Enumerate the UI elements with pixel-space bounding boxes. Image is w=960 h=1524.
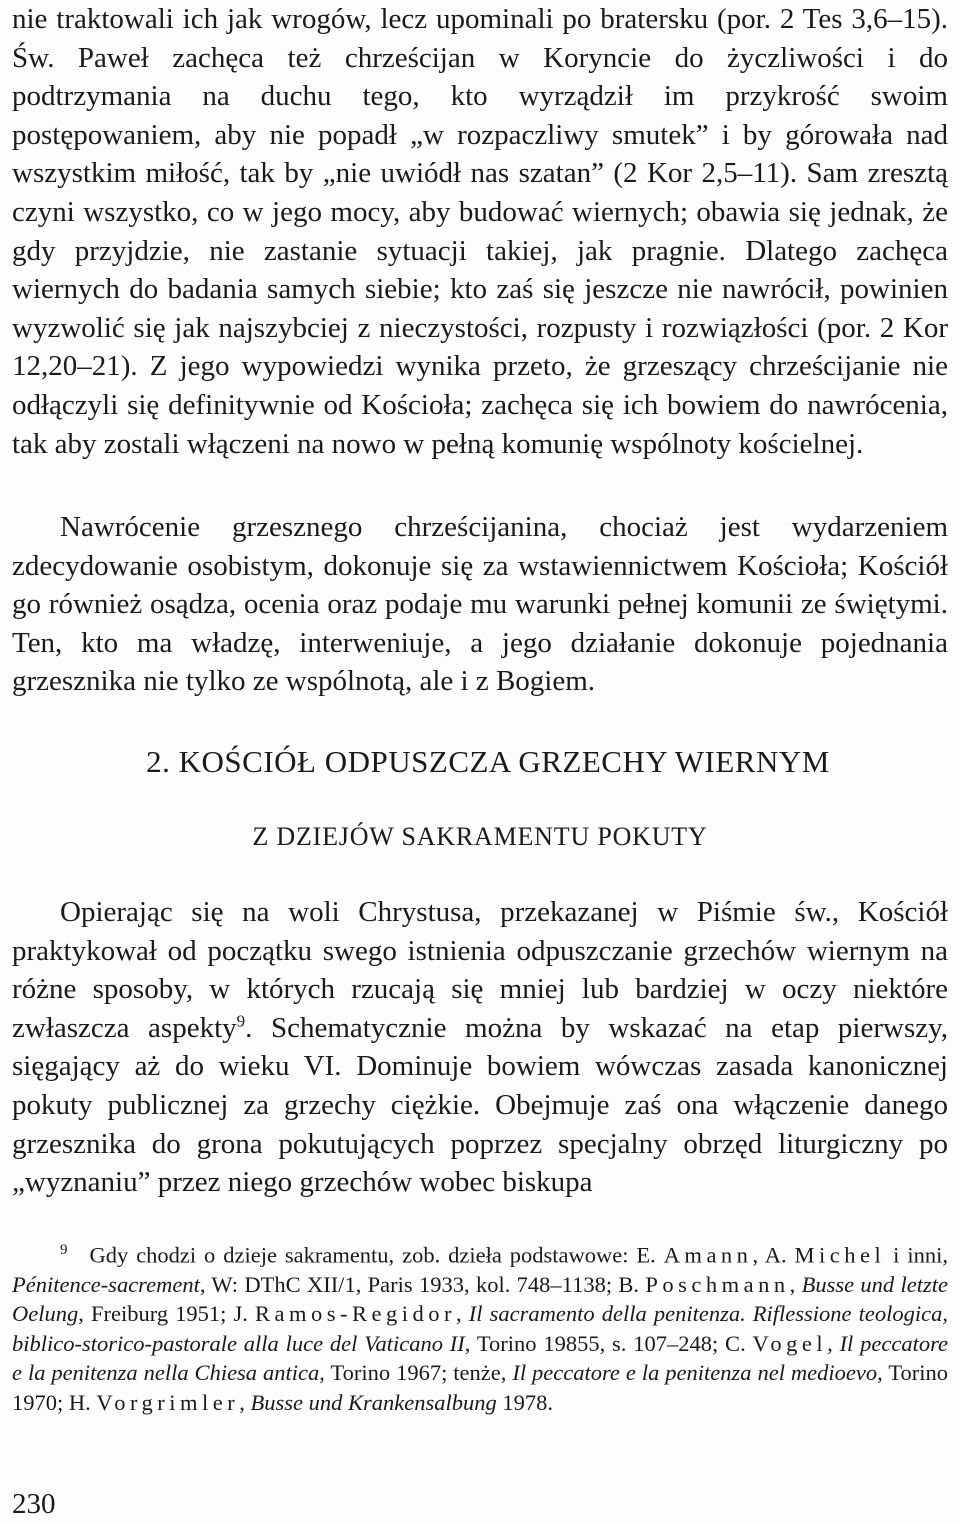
footnote-text: 1978. [496, 1389, 554, 1415]
footnote-text: , W: DThC XII/1, Paris 1933, kol. 748–1138; B. [199, 1271, 646, 1297]
footnote-work-title: Il peccatore e la penitenza nella Chiesa antica [12, 1330, 948, 1386]
footnote-text: , A. [752, 1242, 795, 1268]
footnote-text: , [456, 1301, 469, 1327]
footnote-author: Michel [794, 1242, 886, 1268]
footnote-text: , [789, 1271, 802, 1297]
paragraph-3-text-b: . Schematycznie można by wskazać na etap pierwszy, sięgający aż do wieku VI. Dominuje bowiem wówczas zasada kanonicznej pokuty publicznej za grzechy ciężkie. Obejmuje zaś ona włączenie danego grzesznika do grona pokutujących poprzez specjalny obrzęd liturgiczny po „wyznaniu” przez niego grzechów wobec biskupa [12, 1011, 948, 1199]
footnote-text: , [239, 1389, 251, 1415]
footnote-text: , [827, 1330, 840, 1356]
footnote-work-title: Busse und Krankensalbung [250, 1389, 497, 1415]
paragraph-1: nie traktowali ich jak wrogów, lecz upominali po bratersku (por. 2 Tes 3,6–15). Św. Paweł zachęca też chrześcijan w Koryncie do życzliwości i do podtrzymania na duchu tego, kto wyrządził im przykrość swoim postępowaniem, aby nie popadł „w rozpaczliwy smutek” i by górowała nad wszystkim miłość, tak by „nie uwiódł nas szatan” (2 Kor 2,5–11). Sam zresztą czyni wszystko, co w jego mocy, aby budować wiernych; obawia się jednak, że gdy przyjdzie, nie zastanie sytuacji takiej, jak pragnie. Dlatego zachęca wiernych do badania samych siebie; kto zaś się jeszcze nie nawrócił, powinien wyzwolić się jak najszybciej z nieczystości, rozpusty i rozwiązłości (por. 2 Kor 12,20–21). Z jego wypowiedzi wynika przeto, że grzeszący chrześcijanie nie odłączyli się definitywnie od Kościoła; zachęca się ich bowiem do nawrócenia, tak aby zostali włączeni na nowo w pełną komunię wspólnoty kościelnej. [12, 3, 948, 460]
section-heading: 2. KOŚCIÓŁ ODPUSZCZA GRZECHY WIERNYM [146, 744, 830, 779]
footnote-work-title: Il sacramento della penitenza. Riflessione teologica, biblico-storico-pastorale alla luce del Vaticano II [12, 1301, 949, 1356]
book-page [12, 0, 948, 1524]
paragraph-2: Nawrócenie grzesznego chrześcijanina, chociaż jest wydarzeniem zdecydowanie osobistym, dokonuje się za wstawiennictwem Kościoła; Kościół go również osądza, ocenia oraz podaje mu warunki pełnej komunii ze świętymi. Ten, kto ma władzę, interweniuje, a jego działanie dokonuje pojednania grzesznika nie tylko ze wspólnotą, ale i z Bogiem. [12, 511, 948, 698]
footnote-text: , Torino 1970; H. [12, 1360, 949, 1415]
footnote-text: i inni, [885, 1242, 948, 1268]
footnote-reference[interactable]: 9 [236, 1011, 246, 1031]
paragraph-3-text-a: Opierając się na woli Chrystusa, przekazanej w Piśmie św., Kościół praktykował od początku swego istnienia odpuszczanie grzechów wiernym na różne sposoby, w których rzucają się mniej lub bardziej w oczy niektóre zwłaszcza aspekty [12, 896, 948, 1044]
footnote-author: Vorgrimler [96, 1389, 240, 1415]
paragraph-3 [12, 893, 948, 1202]
footnote-text: Gdy chodzi o dzieje sakramentu, zob. dzieła podstawowe: E. [89, 1242, 664, 1268]
footnote-mark: 9 [60, 1242, 68, 1258]
footnote-author: Amann [663, 1242, 753, 1268]
footnote-text: , Torino 1967; tenże, [319, 1360, 513, 1386]
footnote [12, 1236, 948, 1417]
footnote-author: Vogel [752, 1330, 828, 1356]
footnote-work-title: Il peccatore e la penitenza nel medioevo [512, 1360, 878, 1386]
footnote-text: , Freiburg 1951; J. [78, 1301, 256, 1327]
footnote-text: , Torino 19855, s. 107–248; C. [464, 1330, 753, 1356]
footnote-work-title: Busse und letzte Oelung [12, 1271, 948, 1327]
page-number: 230 [12, 1488, 56, 1520]
footnote-author: Poschmann [645, 1271, 790, 1297]
footnote-work-title: Pénitence-sacrement [12, 1271, 200, 1297]
footnote-author: Ramos-Regidor [255, 1301, 457, 1327]
section-subheading: Z DZIEJÓW SAKRAMENTU POKUTY [252, 822, 708, 851]
